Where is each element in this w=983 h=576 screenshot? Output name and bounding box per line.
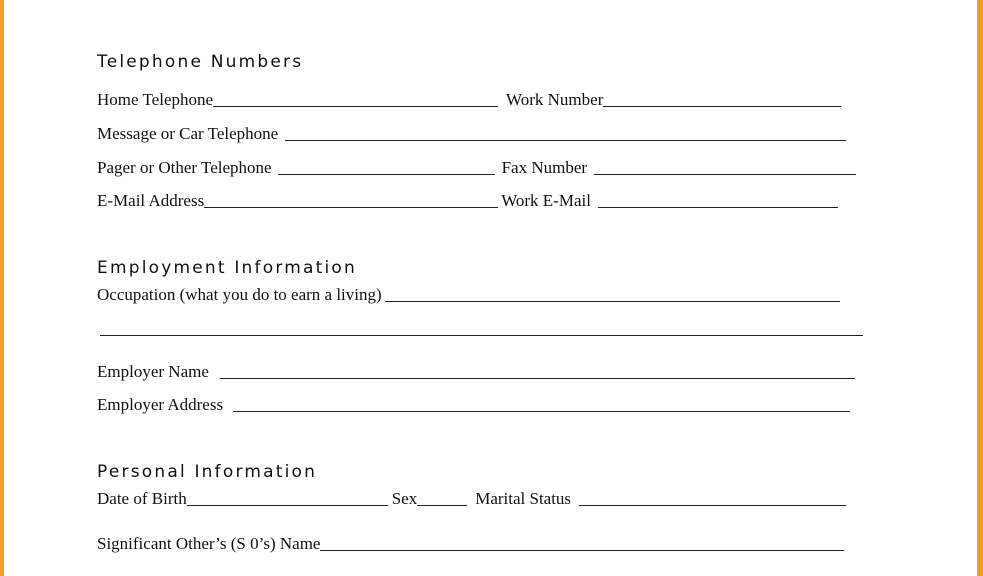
row-employer-address (97, 393, 850, 415)
occupation-field[interactable] (385, 301, 840, 302)
occupation-field-continued[interactable] (100, 335, 863, 336)
pager-telephone-field[interactable] (278, 174, 495, 175)
row-email (97, 189, 838, 211)
row-message (97, 122, 846, 144)
marital-status-label: Marital Status (475, 489, 572, 508)
row-occupation-continued (100, 317, 863, 339)
sex-field[interactable] (417, 505, 467, 506)
page-edge-right (977, 0, 983, 576)
work-number-label: Work Number (506, 90, 604, 109)
email-address-field[interactable] (204, 207, 498, 208)
row-employer-name (97, 360, 855, 382)
email-address-label: E-Mail Address (97, 191, 205, 210)
occupation-label: Occupation (what you do to earn a living) (97, 285, 382, 304)
significant-other-field[interactable] (320, 550, 844, 551)
home-telephone-label: Home Telephone (97, 90, 214, 109)
row-significant-other (97, 532, 844, 554)
work-number-field[interactable] (603, 106, 841, 107)
date-of-birth-field[interactable] (187, 505, 388, 506)
row-pager-fax (97, 156, 856, 178)
fax-number-label: Fax Number (501, 158, 588, 177)
fax-number-field[interactable] (594, 174, 856, 175)
employer-name-field[interactable] (220, 378, 855, 379)
message-telephone-field[interactable] (285, 140, 846, 141)
page-edge-left (0, 0, 4, 576)
work-email-label: Work E-Mail (501, 191, 591, 210)
employer-name-label: Employer Name (97, 362, 209, 381)
row-home-work (97, 88, 841, 110)
row-occupation (97, 283, 840, 305)
section-title-personal: Personal Information (97, 462, 318, 482)
home-telephone-field[interactable] (213, 106, 498, 107)
section-title-employment: Employment Information (97, 258, 357, 278)
pager-telephone-label: Pager or Other Telephone (97, 158, 272, 177)
marital-status-field[interactable] (579, 505, 846, 506)
row-birth-sex-marital (97, 487, 846, 509)
section-title-telephone: Telephone Numbers (97, 52, 304, 72)
significant-other-label: Significant Other’s (S 0’s) Name (97, 534, 321, 553)
date-of-birth-label: Date of Birth (97, 489, 187, 508)
work-email-field[interactable] (598, 207, 838, 208)
employer-address-label: Employer Address (97, 395, 224, 414)
employer-address-field[interactable] (233, 411, 850, 412)
sex-label: Sex (391, 489, 418, 508)
message-telephone-label: Message or Car Telephone (97, 124, 279, 143)
